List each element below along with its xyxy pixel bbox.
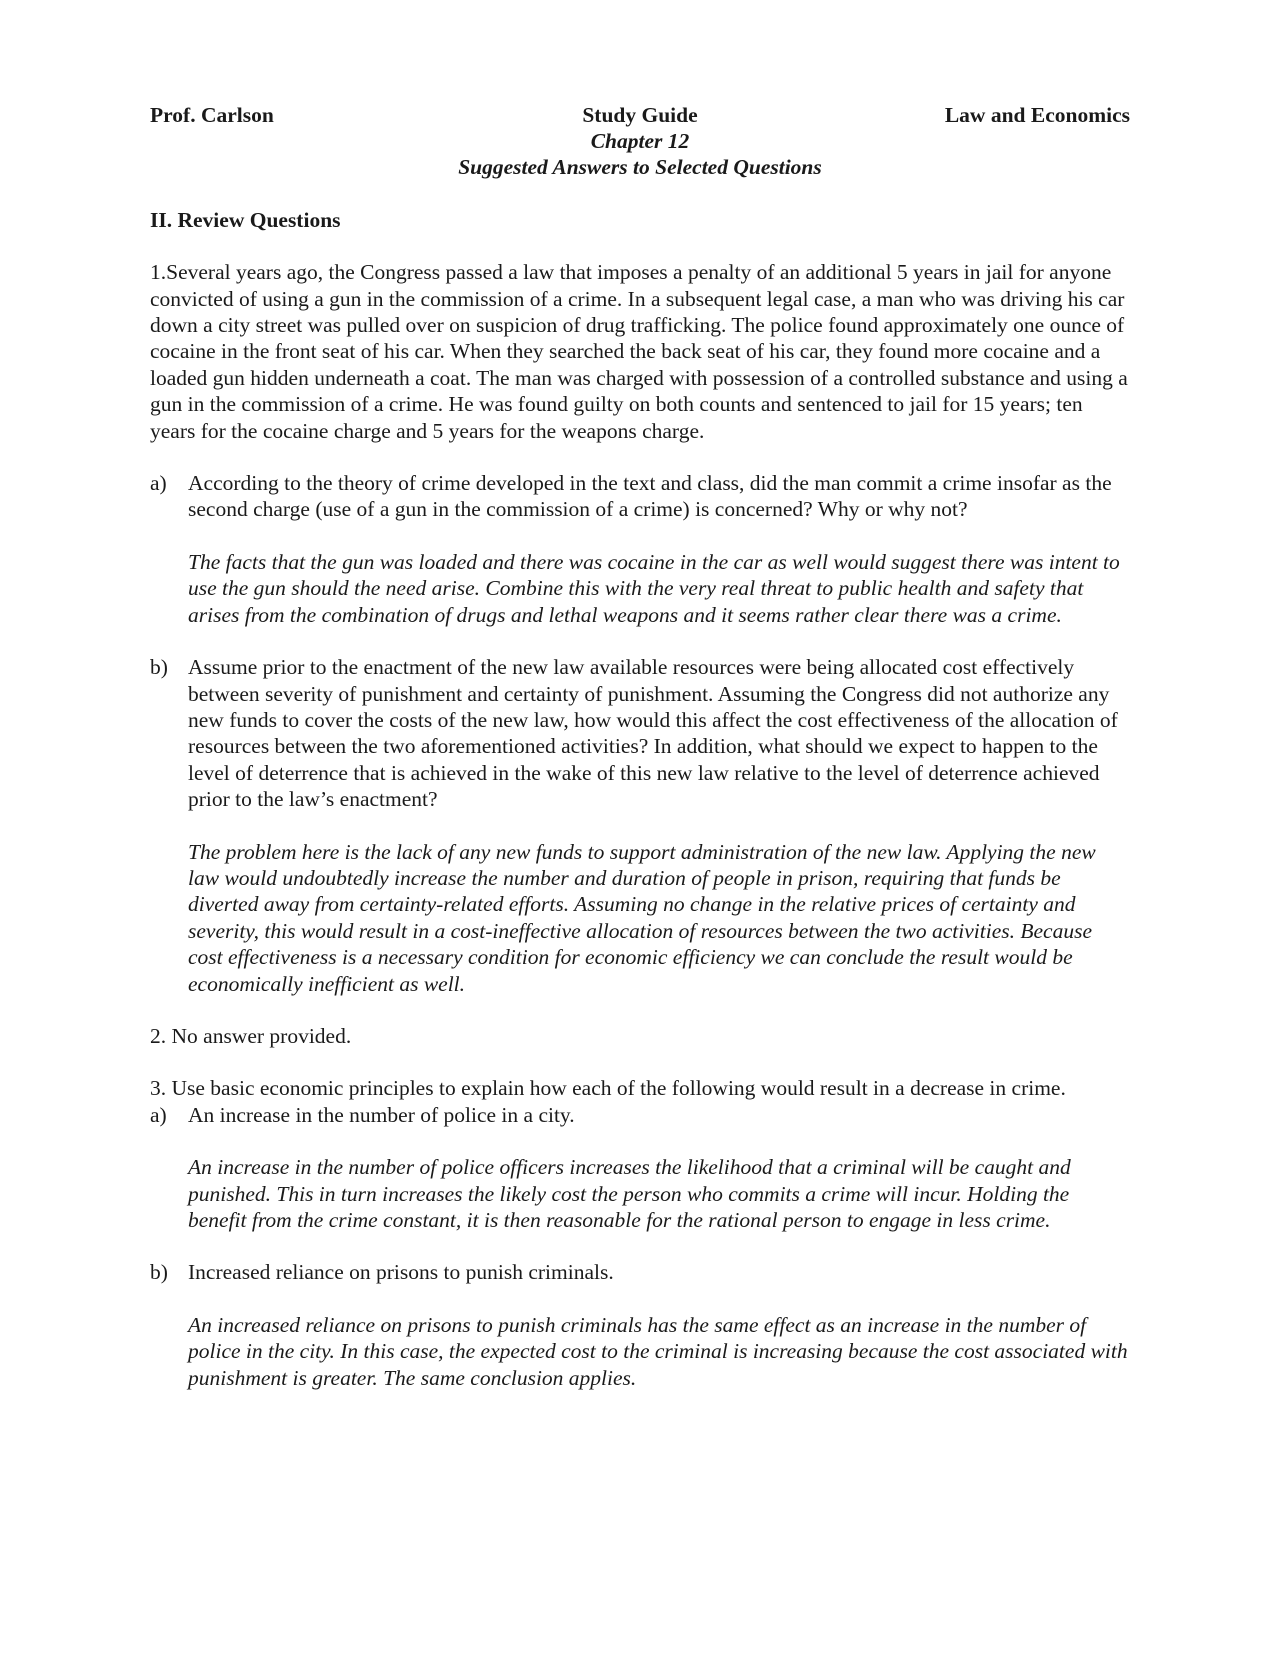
header-course: Law and Economics: [944, 103, 1130, 127]
header-row: [150, 102, 1130, 128]
question-1a-text: According to the theory of crime developed in the text and class, did the man commit a crime insofar as the second charge (use of a gun in the commission of a crime) is concerned? Why or why not?: [188, 471, 1112, 522]
question-3b-marker: b): [150, 1260, 168, 1285]
question-3b: [150, 1259, 1130, 1285]
question-3a-marker: a): [150, 1102, 167, 1127]
document-page: [150, 102, 1130, 1391]
question-1-text: 1.Several years ago, the Congress passed a law that imposes a penalty of an additional 5 years in jail for anyone convicted of using a gun in the commission of a crime. In a subsequent legal case, a man who was driving his car down a city street was pulled over on suspicion of drug trafficking. The police found approximately one ounce of cocaine in the front seat of his car. When they searched the back seat of his car, they found more cocaine and a loaded gun hidden underneath a coat. The man was charged with possession of a controlled substance and using a gun in the commission of a crime. He was found guilty on both counts and sentenced to jail for 15 years; ten years for the cocaine charge and 5 years for the weapons charge.: [150, 260, 1128, 443]
question-1b: [150, 654, 1130, 812]
question-3b-text: Increased reliance on prisons to punish criminals.: [188, 1260, 614, 1285]
question-3a: [150, 1102, 1130, 1128]
header-author: Prof. Carlson: [150, 103, 274, 127]
question-1a: [150, 470, 1130, 523]
question-2-text: 2. No answer provided.: [150, 1023, 352, 1048]
question-1b-marker: b): [150, 655, 168, 680]
answer-1b: The problem here is the lack of any new funds to support administration of the new law. Applying the new law would undoubtedly increase the number and duration of people in prison, requiring that funds be diverted away from certainty-related efforts. Assuming no change in the relative prices of certainty and severity, this would result in a cost-ineffective allocation of resources between the two activities. Because cost effectiveness is a necessary condition for economic efficiency we can conclude the result would be economically inefficient as well.: [188, 839, 1096, 996]
answer-1a: The facts that the gun was loaded and there was cocaine in the car as well would suggest there was intent to use the gun should the need arise. Combine this with the very real threat to public health and safety that arises from the combination of drugs and lethal weapons and it seems rather clear there was a crime.: [188, 549, 1120, 627]
question-1b-text: Assume prior to the enactment of the new law available resources were being allocated cost effectively between severity of punishment and certainty of punishment. Assuming the Congress did not authorize any new funds to cover the costs of the new law, how would this affect the cost effectiveness of the allocation of resources between the two aforementioned activities? In addition, what should we expect to happen to the level of deterrence that is achieved in the wake of this new law relative to the level of deterrence achieved prior to the law’s enactment?: [188, 655, 1118, 812]
chapter-label: Chapter 12: [590, 129, 690, 153]
question-1a-marker: a): [150, 471, 167, 496]
answer-3a: An increase in the number of police officers increases the likelihood that a criminal will be caught and punished. This in turn increases the likely cost the person who commits a crime will incur. Holding the benefit from the crime constant, it is then reasonable for the rational person to engage in less crime.: [188, 1155, 1071, 1232]
header-title: Study Guide: [582, 103, 698, 127]
question-3-text: 3. Use basic economic principles to explain how each of the following would result in a decrease in crime.: [150, 1076, 1066, 1101]
question-3a-text: An increase in the number of police in a city.: [188, 1102, 575, 1127]
document-subtitle: Suggested Answers to Selected Questions: [458, 155, 822, 180]
section-heading: II. Review Questions: [150, 207, 341, 232]
answer-3b: An increased reliance on prisons to punish criminals has the same effect as an increase in the number of police in the city. In this case, the expected cost to the criminal is increasing because the cost associated with punishment is greater. The same conclusion applies.: [188, 1312, 1128, 1390]
